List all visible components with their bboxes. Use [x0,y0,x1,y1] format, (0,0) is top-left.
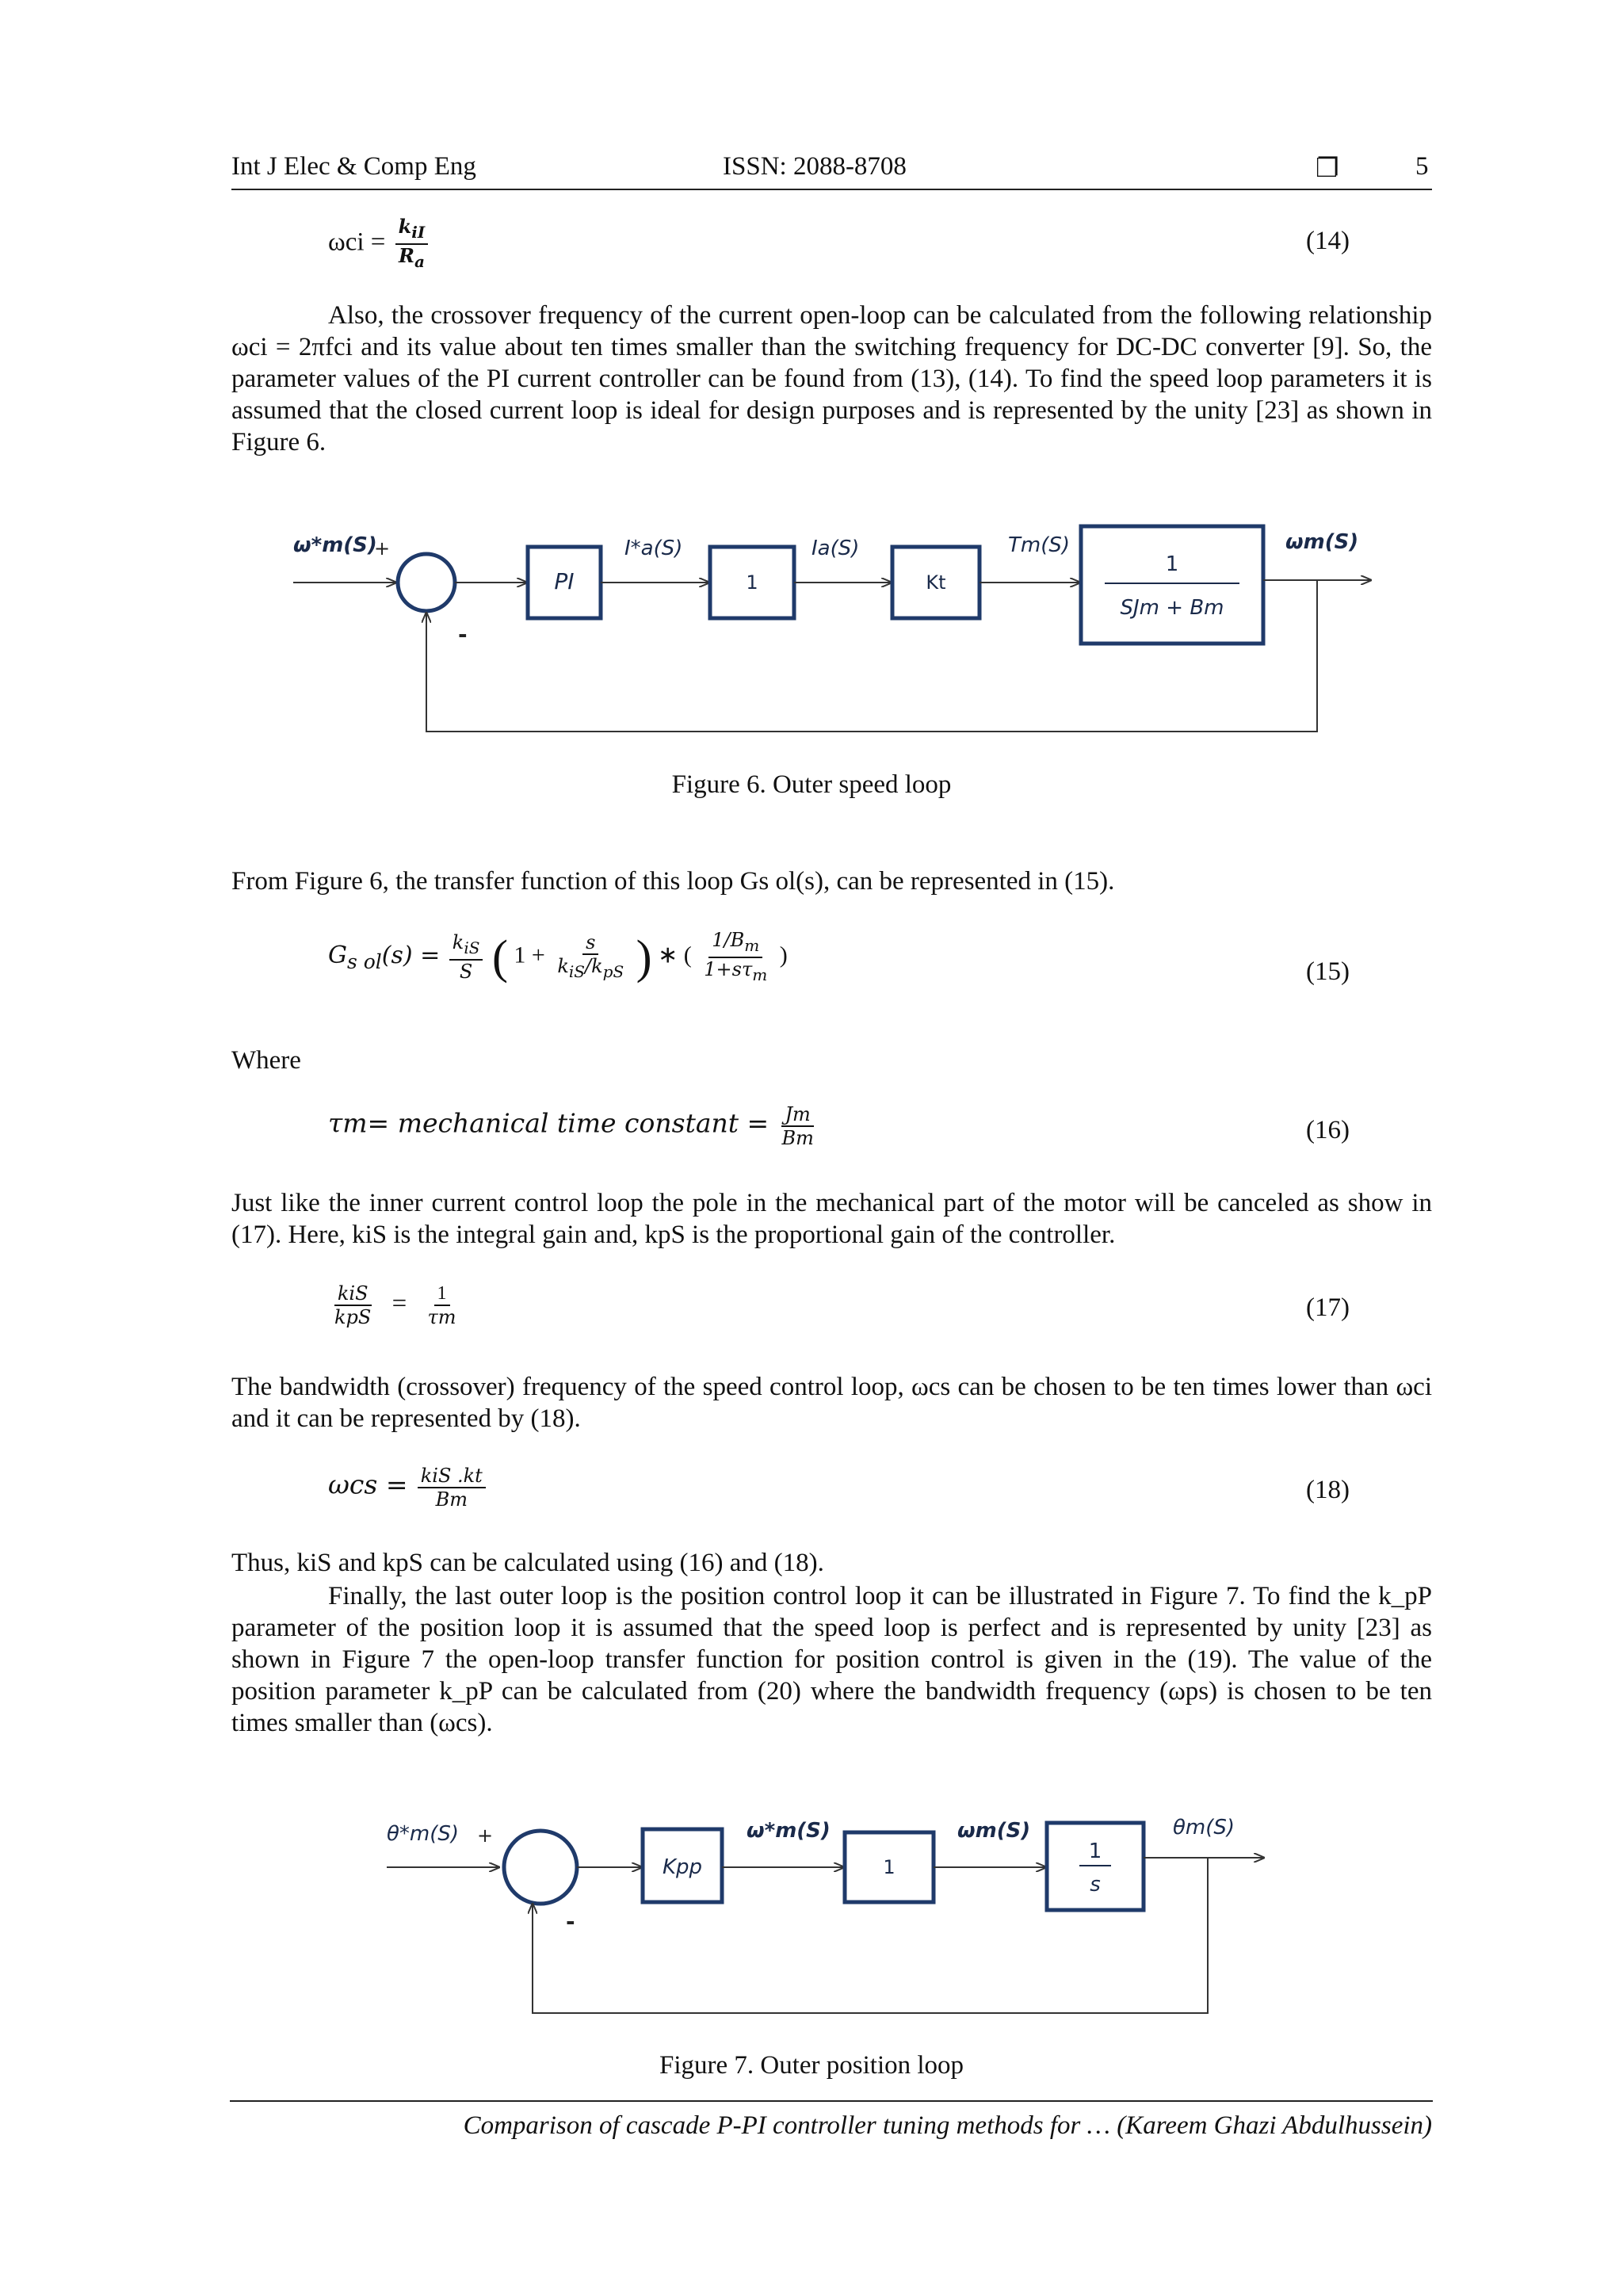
fig7-w-label: ωm(S) [957,1819,1031,1843]
fig6-output-label: ωm(S) [1285,530,1359,554]
fig6-minus: - [458,621,468,648]
fig6-plant-block [1081,526,1263,644]
fig6-plus: + [374,537,391,560]
equation-number-17: (17) [1306,1293,1350,1322]
figure-7-caption: Figure 7. Outer position loop [659,2051,964,2080]
equation-15: $G_{s ol}(s)$ = $\frac{k_{iS}}{S}$ ( 1 + $\frac{s}{k_{iS}/k_{pS}}$ ) ∗ ( $\frac{1/B_m}{1+s\tau_m}$ ) [328,929,788,984]
fig6-ia-label: Ia(S) [812,537,860,560]
paragraph-2: From Figure 6, the transfer function of this loop Gs ol(s), can be represented in (15). [231,867,1115,896]
fig7-input-label: θ*m(S) [387,1822,460,1846]
fig7-integrator-denominator: s [1090,1873,1101,1897]
equation-14 [328,216,431,273]
box-icon: ❐ [1316,155,1339,183]
fig6-plant-numerator: 1 [1165,552,1179,576]
figure-6-diagram [285,507,1395,737]
equation-17: $\frac{\text{kiS}}{\text{kpS}}$ = $\frac{1}{\tau m}$ [334,1282,456,1328]
eq14-fraction: $\frac{k_{iI}}{R_a}$ [395,216,429,273]
header-rule [231,189,1432,190]
fig6-input-label: ω*m(S) [293,533,377,557]
fig6-pi-label: PI [554,568,575,594]
equation-18: ωcs = $\frac{\text{kiS .kt}}{Bm}$ [328,1465,489,1511]
where-label: Where [231,1046,301,1075]
fig7-unity-label: 1 [883,1856,896,1878]
fig7-output-label: θm(S) [1173,1816,1235,1839]
paragraph-5b: Finally, the last outer loop is the position control loop it can be illustrated in Figure 7. To find the k_pP parameter of the position loop it is assumed that the speed loop is perfect and is represented by unity [23] as shown in Figure 7 the open-loop transfer function for position control is given in the (19). The value of the position parameter k_pP can be calculated from (20) where the bandwidth frequency (ωps) is chosen to be ten times smaller than (ωcs). [231,1582,1432,1737]
equation-number-14: (14) [1306,227,1350,255]
fig6-ia-ref-label: I*a(S) [624,537,683,560]
eq14-lhs: ωci = [328,227,386,257]
equation-16: τm= mechanical time constant = $\frac{Jm}{Bm}$ [328,1103,814,1149]
fig7-w-ref-label: ω*m(S) [747,1819,831,1843]
fig6-plant-denominator: SJm + Bm [1120,596,1224,620]
footer-rule [230,2100,1433,2102]
fig6-tm-label: Tm(S) [1008,533,1070,557]
journal-name: Int J Elec & Comp Eng [231,152,476,181]
equation-number-18: (18) [1306,1476,1350,1504]
fig6-kt-label: Kt [926,571,946,594]
equation-number-15: (15) [1306,957,1350,986]
fig7-plus: + [477,1824,494,1847]
fig6-unity-label: 1 [746,571,758,594]
fig7-integrator-numerator: 1 [1088,1839,1102,1863]
paragraph-5a: Thus, kiS and kpS can be calculated using (16) and (18). [231,1549,824,1577]
paragraph-4: The bandwidth (crossover) frequency of the speed control loop, ωcs can be chosen to be ten times lower than ωci and it can be represented by (18). [231,1373,1432,1433]
paragraph-3: Just like the inner current control loop the pole in the mechanical part of the motor will be canceled as show in (17). Here, kiS is the integral gain and, kpS is the proportional gain of the controller. [231,1189,1432,1249]
fig6-summing-junction [398,554,455,611]
figure-7-diagram [372,1805,1284,2019]
equation-number-16: (16) [1306,1116,1350,1144]
footer-text: Comparison of cascade P-PI controller tuning methods for … (Kareem Ghazi Abdulhussein) [463,2111,1432,2140]
issn: ISSN: 2088-8708 [723,152,907,181]
page-number: 5 [1415,152,1429,181]
figure-6-caption: Figure 6. Outer speed loop [671,770,952,799]
fig7-summing-junction [504,1831,577,1904]
fig7-minus: - [566,1908,575,1935]
fig7-kp-label: Kpp [662,1855,703,1879]
paragraph-1: Also, the crossover frequency of the current open-loop can be calculated from the following relationship ωci = 2πfci and its value about ten times smaller than the switching frequency for DC-DC converter [9]. So, the parameter values of the PI current controller can be found from (13), (14). To find the speed loop parameters it is assumed that the closed current loop is ideal for design purposes and is represented by the unity [23] as shown in Figure 6. [231,301,1432,457]
eq16-lhs: τm= mechanical time constant = [328,1107,769,1139]
